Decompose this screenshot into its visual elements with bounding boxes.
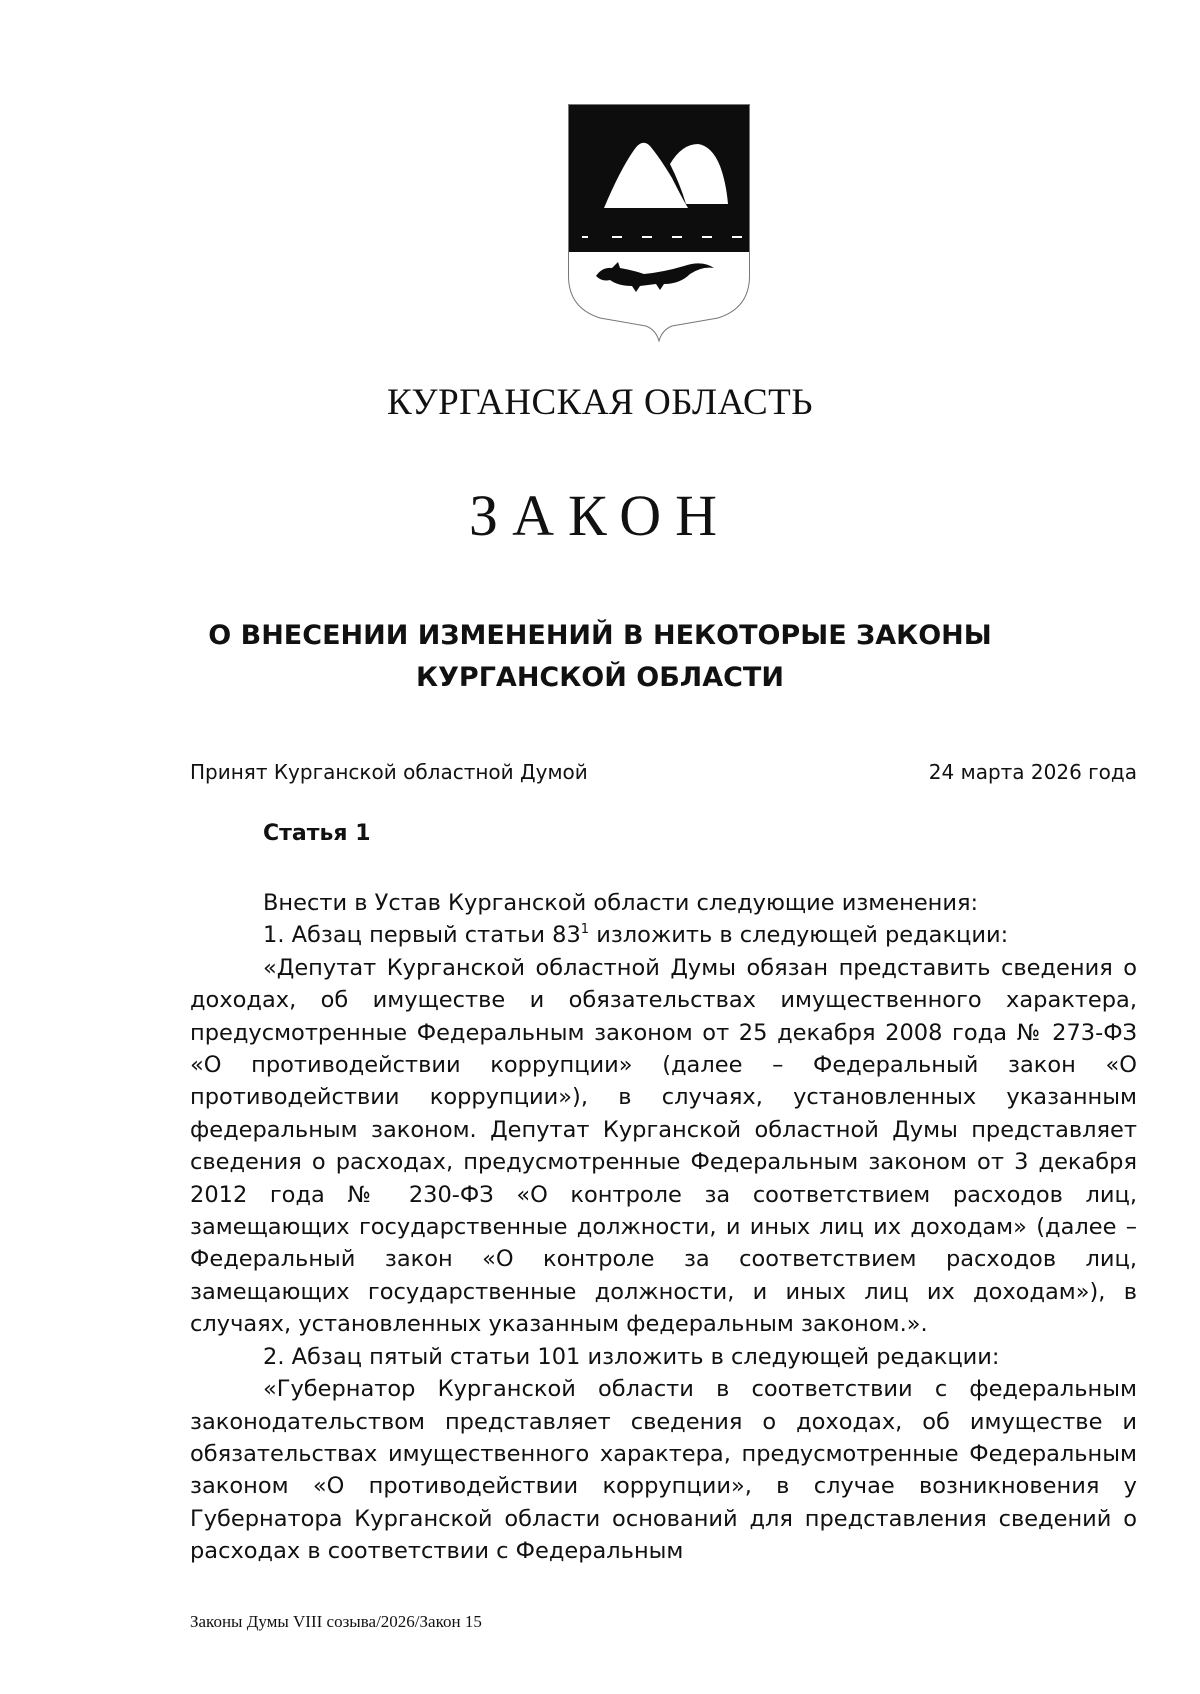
law-subject-line2: КУРГАНСКОЙ ОБЛАСТИ bbox=[416, 662, 784, 693]
amendment-item-1-lead: 1. Абзац первый статьи 83 bbox=[263, 922, 581, 949]
adopted-by: Принят Курганской областной Думой bbox=[190, 760, 588, 784]
law-subject-line1: О ВНЕСЕНИИ ИЗМЕНЕНИЙ В НЕКОТОРЫЕ ЗАКОНЫ bbox=[208, 620, 992, 651]
article-intro: Внести в Устав Курганской области следующие изменения: bbox=[263, 890, 979, 916]
article-body bbox=[190, 887, 1137, 1568]
footer-reference: Законы Думы VIII созыва/2026/Закон 15 bbox=[190, 1612, 482, 1631]
article-number-superscript: 1 bbox=[580, 922, 590, 938]
amendment-item-1-tail: изложить в следующей редакции: bbox=[589, 922, 1009, 949]
adoption-date: 24 марта 2026 года bbox=[928, 760, 1137, 784]
adoption-line bbox=[190, 760, 1137, 784]
law-title: ЗАКОН bbox=[469, 483, 731, 548]
amendment-item-2-text: «Губернатор Курганской области в соответствии с федеральным законодательством представляет сведения о доходах, об имуществе и обязательствах имущественного характера, предусмотренные Федеральным законом «О противодействии коррупции», в случае возникновения у Губернатора Курганской области оснований для представления сведений о расходах в соответствии с Федеральным bbox=[190, 1376, 1137, 1565]
amendment-item-2: 2. Абзац пятый статьи 101 изложить в следующей редакции: bbox=[263, 1343, 1000, 1370]
amendment-item-1 bbox=[190, 919, 1137, 951]
region-title: КУРГАНСКАЯ ОБЛАСТЬ bbox=[386, 382, 814, 423]
law-subject bbox=[100, 615, 1100, 699]
article-heading: Статья 1 bbox=[263, 821, 371, 846]
coat-of-arms-icon bbox=[568, 104, 750, 342]
amendment-item-1-text: «Депутат Курганской областной Думы обязан представить сведения о доходах, об имуществе и обязательствах имущественного характера, предусмотренные Федеральным законом от 25 декабря 2008 года № 273-ФЗ «О противодействии коррупции» (далее – Федеральный закон «О противодействии коррупции»), в случаях, установленных указанным федеральным законом. Депутат Курганской областной Думы представляет сведения о расходах, предусмотренные Федеральным законом от 3 декабря 2012 года № 230-ФЗ «О контроле за соответствием расходов лиц, замещающих государственные должности, и иных лиц их доходам» (далее – Федеральный закон «О контроле за соответствием расходов лиц, замещающих государственные должности, и иных лиц их доходам»), в случаях, установленных указанным федеральным законом.». bbox=[190, 954, 1137, 1338]
